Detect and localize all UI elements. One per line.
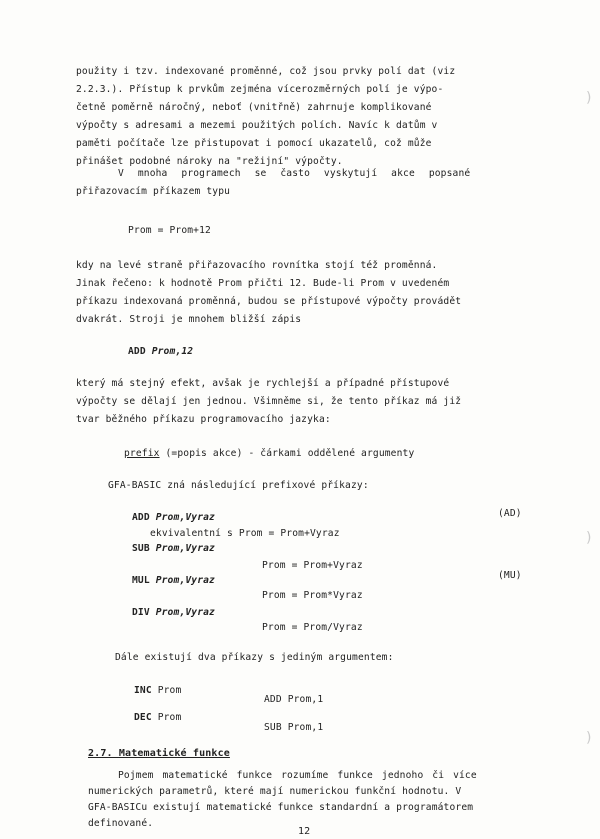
text-line: ADD Prom,1 xyxy=(264,694,324,705)
binding-mark-icon: ) xyxy=(586,730,592,746)
text-line: Pojmem matematické funkce rozumíme funkce jednoho či více xyxy=(118,770,477,781)
argument: Prom,Vyraz xyxy=(149,607,215,618)
text-line: četně poměrně náročný, neboť (vnitřně) zahrnuje komplikované xyxy=(76,102,432,113)
keyword: INC xyxy=(134,685,152,696)
text-line: který má stejný efekt, avšak je rychlejší a případné přístupové xyxy=(76,378,450,389)
text-line: GFA-BASIC zná následující prefixové příkazy: xyxy=(108,480,369,491)
binding-mark-icon: ) xyxy=(586,90,592,106)
argument: Prom xyxy=(151,685,182,696)
syntax-line xyxy=(124,448,414,460)
cmd-dec xyxy=(134,712,181,724)
argument: Prom,Vyraz xyxy=(149,512,215,523)
text-line: numerických parametrů, které mají numerickou funkční hodnotu. V xyxy=(88,786,462,797)
keyword: ADD xyxy=(128,346,146,357)
text-line: dvakrát. Stroji je mnohem bližší zápis xyxy=(76,314,302,325)
text-line: Dále existují dva příkazy s jediným argumentem: xyxy=(115,652,394,663)
section-heading: 2.7. Matematické funkce xyxy=(88,748,230,759)
argument: Prom xyxy=(151,712,182,723)
text-line: kdy na levé straně přiřazovacího rovnítka stojí též proměnná. xyxy=(76,260,438,271)
argument: Prom,Vyraz xyxy=(149,543,215,554)
prefix-word: prefix xyxy=(124,448,160,459)
cmd-inc xyxy=(134,685,181,697)
text-line: Prom = Prom*Vyraz xyxy=(262,590,363,601)
text-line: přiřazovacím příkazem typu xyxy=(76,186,231,197)
text-line: definované. xyxy=(88,818,154,829)
keyword: DEC xyxy=(134,712,152,723)
cmd-tag: (MU) xyxy=(498,570,522,581)
text-line: V mnoha programech se často vyskytují akce popsané xyxy=(118,168,471,179)
argument: Prom,12 xyxy=(145,346,194,357)
text-line: SUB Prom,1 xyxy=(264,722,324,733)
text-line: Prom = Prom/Vyraz xyxy=(262,622,363,633)
argument: Prom,Vyraz xyxy=(149,575,215,586)
cmd-tag: (AD) xyxy=(498,508,522,519)
text-line: přinášet podobné nároky na "režijní" výpočty. xyxy=(76,156,343,167)
text-line: výpočty s adresami a mezemi použitých polích. Navíc k datům v xyxy=(76,120,438,131)
cmd-sub xyxy=(132,543,215,555)
text-line: 2.2.3.). Přístup k prvkům zejména vícerozměrných polí je výpo- xyxy=(76,84,444,95)
keyword: MUL xyxy=(132,575,150,586)
keyword: ADD xyxy=(132,512,150,523)
page-number: 12 xyxy=(298,826,311,837)
syntax-rest: (=popis akce) - čárkami oddělené argumenty xyxy=(159,448,415,459)
text-line: použity i tzv. indexované proměnné, což jsou prvky polí dat (viz xyxy=(76,66,456,77)
cmd-mul xyxy=(132,575,215,587)
text-line: příkazu indexovaná proměnná, budou se přístupové výpočty provádět xyxy=(76,296,462,307)
text-line: Prom = Prom+Vyraz xyxy=(262,560,363,571)
text-line: GFA-BASICu existují matematické funkce standardní a programátorem xyxy=(88,802,474,813)
code-example: Prom = Prom+12 xyxy=(128,225,211,236)
text-line: ekvivalentní s Prom = Prom+Vyraz xyxy=(150,528,340,539)
text-line: výpočty se dělají jen jednou. Všimněme si, že tento příkaz má již xyxy=(76,396,462,407)
binding-mark-icon: ) xyxy=(586,530,592,546)
text-line: tvar běžného příkazu programovacího jazyka: xyxy=(76,414,331,425)
code-example xyxy=(128,346,193,358)
cmd-div xyxy=(132,607,215,619)
cmd-add xyxy=(132,512,215,524)
text-line: Jinak řečeno: k hodnotě Prom přičti 12. Bude-li Prom v uvedeném xyxy=(76,278,450,289)
keyword: DIV xyxy=(132,607,150,618)
keyword: SUB xyxy=(132,543,150,554)
text-line: paměti počítače lze přistupovat i pomocí ukazatelů, což může xyxy=(76,138,432,149)
